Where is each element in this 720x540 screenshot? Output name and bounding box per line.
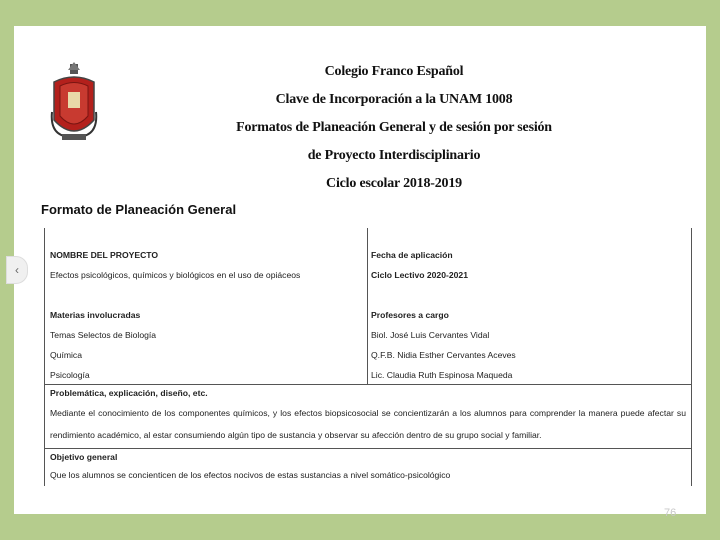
planning-form — [44, 228, 692, 486]
project-name-label: NOMBRE DEL PROYECTO — [50, 250, 159, 260]
objective-text: Que los alumnos se concienticen de los efectos nocivos de estas sustancias a nivel somático-psicológico — [50, 470, 451, 480]
section-title: Formato de Planeación General — [41, 202, 237, 217]
subject-item: Química — [50, 350, 82, 360]
formats-title: Formatos de Planeación General y de sesión por sesión — [236, 120, 552, 135]
column-divider — [367, 228, 368, 384]
school-crest-icon — [50, 62, 98, 144]
project-type: de Proyecto Interdisciplinario — [307, 148, 481, 163]
teacher-item: Lic. Claudia Ruth Espinosa Maqueda — [371, 370, 513, 380]
teacher-item: Biol. José Luis Cervantes Vidal — [371, 330, 490, 340]
application-date-label: Fecha de aplicación — [371, 250, 453, 260]
problem-text: Mediante el conocimiento de los componentes químicos, y los efectos biopsicosocial se concientizarán a los alumnos para comprender la manera puede afectar su rendimiento académico, al estar consumiendo algún tipo de sustancia y observar su afección dentro de su grupo social y familiar. — [50, 408, 686, 440]
school-name: Colegio Franco Español — [324, 64, 464, 79]
school-cycle: Ciclo escolar 2018-2019 — [326, 176, 462, 191]
incorporation-key: Clave de Incorporación a la UNAM 1008 — [275, 92, 513, 107]
objective-label: Objetivo general — [50, 452, 118, 462]
subject-item: Temas Selectos de Biología — [50, 330, 157, 340]
document-header — [214, 58, 574, 198]
chevron-left-icon[interactable]: ‹ — [6, 256, 28, 284]
page-number: 76 — [664, 507, 677, 519]
teachers-label: Profesores a cargo — [371, 310, 449, 320]
subjects-label: Materias involucradas — [50, 310, 141, 320]
subject-item: Psicología — [50, 370, 90, 380]
problem-label: Problemática, explicación, diseño, etc. — [50, 388, 208, 398]
row-divider — [45, 448, 691, 449]
application-date-value: Ciclo Lectivo 2020-2021 — [371, 270, 468, 280]
slide — [14, 26, 706, 514]
teacher-item: Q.F.B. Nidia Esther Cervantes Aceves — [371, 350, 516, 360]
row-divider — [45, 384, 691, 385]
project-name-value: Efectos psicológicos, químicos y biológicos en el uso de opiáceos — [50, 270, 301, 280]
